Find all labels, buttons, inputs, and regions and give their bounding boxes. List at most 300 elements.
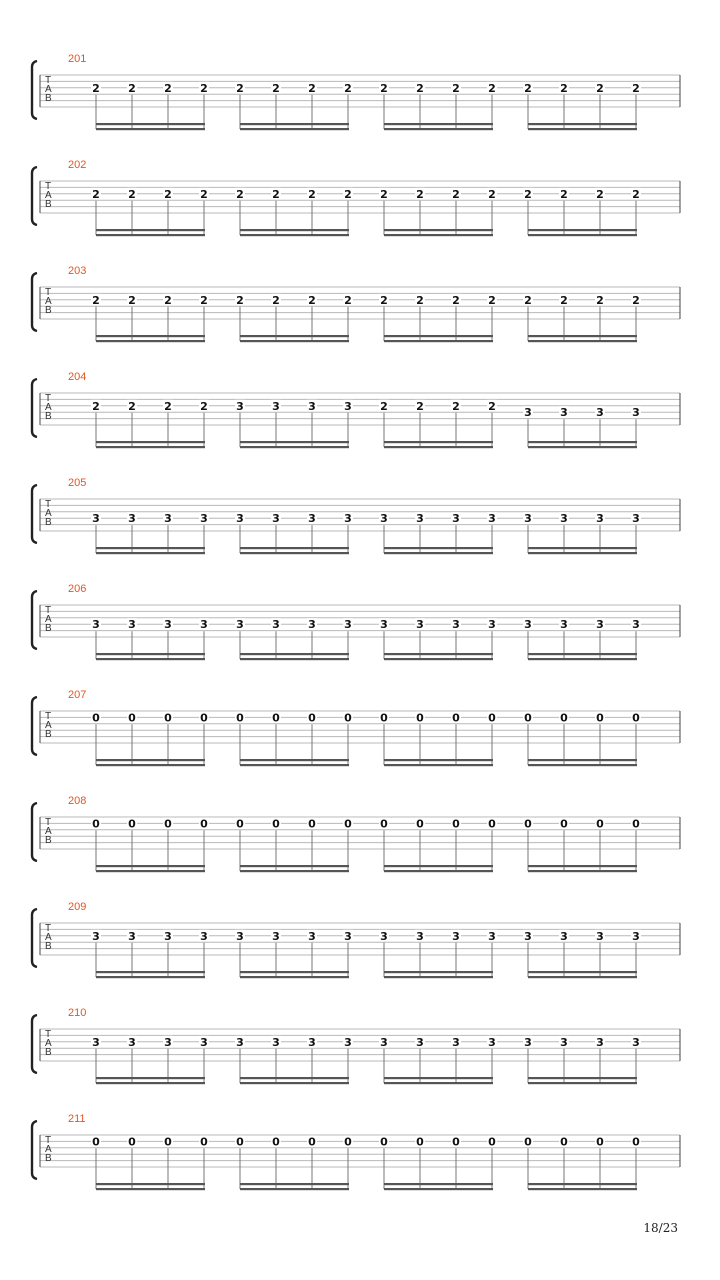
- tab-system: [32, 1113, 680, 1190]
- fret-number: 3: [452, 512, 460, 526]
- tab-clef-letter: B: [45, 835, 52, 846]
- fret-number: 2: [92, 399, 100, 413]
- fret-number: 0: [308, 1135, 316, 1149]
- tab-clef-letter: A: [45, 190, 52, 201]
- measure-number: 201: [68, 53, 87, 65]
- fret-number: 3: [308, 929, 316, 943]
- tab-clef-letter: T: [45, 499, 52, 510]
- beam-secondary: [240, 128, 349, 130]
- fret-number: 3: [560, 618, 568, 632]
- beam-secondary: [528, 976, 637, 978]
- fret-number: 3: [560, 512, 568, 526]
- fret-number: 2: [164, 293, 172, 307]
- fret-number: 2: [272, 187, 280, 201]
- tab-clef-letter: T: [45, 817, 52, 828]
- fret-number: 2: [416, 187, 424, 201]
- fret-number: 3: [308, 618, 316, 632]
- fret-number: 3: [596, 618, 604, 632]
- beam-primary: [240, 441, 349, 443]
- fret-number: 2: [632, 293, 640, 307]
- fret-number: 0: [596, 1135, 604, 1149]
- fret-number: 3: [452, 1035, 460, 1049]
- fret-number: 0: [272, 817, 280, 831]
- fret-number: 0: [560, 1135, 568, 1149]
- beam-secondary: [96, 1188, 205, 1190]
- beam-secondary: [384, 234, 493, 236]
- fret-number: 3: [524, 929, 532, 943]
- tab-clef-letter: A: [45, 1038, 52, 1049]
- system-bracket: [32, 61, 37, 119]
- tab-clef-letter: T: [45, 1029, 52, 1040]
- beam-primary: [384, 123, 493, 125]
- fret-number: 2: [560, 187, 568, 201]
- beam-secondary: [240, 552, 349, 554]
- fret-number: 0: [128, 817, 136, 831]
- fret-number: 0: [380, 1135, 388, 1149]
- beam-secondary: [384, 1082, 493, 1084]
- fret-number: 0: [200, 711, 208, 725]
- tab-clef-letter: T: [45, 923, 52, 934]
- fret-number: 3: [308, 399, 316, 413]
- fret-number: 3: [380, 929, 388, 943]
- measure-number: 206: [68, 583, 87, 595]
- beam-secondary: [528, 128, 637, 130]
- fret-number: 3: [272, 512, 280, 526]
- beam-primary: [384, 547, 493, 549]
- fret-number: 3: [380, 1035, 388, 1049]
- tab-system: [32, 689, 680, 766]
- beam-secondary: [96, 976, 205, 978]
- beam-primary: [528, 547, 637, 549]
- beam-primary: [384, 759, 493, 761]
- fret-number: 2: [380, 187, 388, 201]
- fret-number: 2: [200, 81, 208, 95]
- tab-system: [32, 53, 680, 130]
- beam-primary: [240, 1077, 349, 1079]
- tab-system: [32, 477, 680, 554]
- fret-number: 2: [344, 81, 352, 95]
- fret-number: 2: [200, 293, 208, 307]
- fret-number: 2: [380, 399, 388, 413]
- fret-number: 3: [200, 1035, 208, 1049]
- fret-number: 3: [164, 1035, 172, 1049]
- fret-number: 3: [128, 512, 136, 526]
- fret-number: 3: [164, 512, 172, 526]
- fret-number: 2: [488, 187, 496, 201]
- beam-secondary: [240, 870, 349, 872]
- fret-number: 3: [560, 1035, 568, 1049]
- tab-system: [32, 159, 680, 236]
- beam-primary: [96, 547, 205, 549]
- fret-number: 0: [416, 1135, 424, 1149]
- fret-number: 0: [488, 1135, 496, 1149]
- tab-clef-letter: A: [45, 402, 52, 413]
- fret-number: 2: [524, 81, 532, 95]
- fret-number: 0: [272, 711, 280, 725]
- fret-number: 2: [488, 293, 496, 307]
- beam-secondary: [384, 658, 493, 660]
- system-bracket: [32, 379, 37, 437]
- fret-number: 3: [452, 929, 460, 943]
- fret-number: 2: [632, 187, 640, 201]
- measure-number: 207: [68, 689, 87, 701]
- fret-number: 2: [308, 187, 316, 201]
- fret-number: 0: [632, 1135, 640, 1149]
- beam-secondary: [528, 234, 637, 236]
- tab-system: [32, 795, 680, 872]
- fret-number: 3: [236, 512, 244, 526]
- beam-primary: [384, 971, 493, 973]
- tab-clef-letter: A: [45, 826, 52, 837]
- fret-number: 3: [596, 406, 604, 420]
- beam-primary: [528, 759, 637, 761]
- fret-number: 3: [200, 512, 208, 526]
- beam-primary: [528, 441, 637, 443]
- beam-secondary: [96, 552, 205, 554]
- beam-secondary: [384, 870, 493, 872]
- beam-primary: [240, 229, 349, 231]
- fret-number: 2: [344, 187, 352, 201]
- fret-number: 3: [92, 512, 100, 526]
- tab-clef-letter: B: [45, 1047, 52, 1058]
- fret-number: 2: [128, 293, 136, 307]
- beam-primary: [528, 229, 637, 231]
- fret-number: 0: [164, 711, 172, 725]
- fret-number: 2: [596, 293, 604, 307]
- beam-primary: [528, 1077, 637, 1079]
- fret-number: 0: [452, 711, 460, 725]
- system-bracket: [32, 167, 37, 225]
- fret-number: 0: [596, 711, 604, 725]
- fret-number: 2: [128, 187, 136, 201]
- tab-clef-letter: T: [45, 181, 52, 192]
- beam-primary: [384, 1183, 493, 1185]
- fret-number: 2: [344, 293, 352, 307]
- beam-secondary: [384, 340, 493, 342]
- measure-number: 203: [68, 265, 87, 277]
- fret-number: 0: [416, 817, 424, 831]
- fret-number: 0: [632, 711, 640, 725]
- fret-number: 2: [380, 293, 388, 307]
- fret-number: 0: [236, 1135, 244, 1149]
- beam-primary: [528, 865, 637, 867]
- beam-primary: [528, 1183, 637, 1185]
- beam-secondary: [528, 1082, 637, 1084]
- beam-primary: [240, 547, 349, 549]
- fret-number: 3: [632, 512, 640, 526]
- tab-clef-letter: B: [45, 199, 52, 210]
- fret-number: 2: [128, 81, 136, 95]
- fret-number: 2: [92, 81, 100, 95]
- fret-number: 3: [200, 929, 208, 943]
- tab-clef-letter: B: [45, 623, 52, 634]
- fret-number: 3: [416, 929, 424, 943]
- beam-primary: [96, 335, 205, 337]
- fret-number: 3: [416, 1035, 424, 1049]
- fret-number: 3: [272, 618, 280, 632]
- measure-number: 205: [68, 477, 87, 489]
- tab-clef-letter: B: [45, 305, 52, 316]
- fret-number: 0: [236, 817, 244, 831]
- fret-number: 3: [128, 929, 136, 943]
- fret-number: 0: [452, 1135, 460, 1149]
- beam-secondary: [96, 870, 205, 872]
- tab-clef-letter: A: [45, 720, 52, 731]
- beam-primary: [240, 123, 349, 125]
- fret-number: 0: [380, 711, 388, 725]
- fret-number: 2: [236, 293, 244, 307]
- tab-clef-letter: B: [45, 93, 52, 104]
- fret-number: 3: [488, 618, 496, 632]
- fret-number: 3: [416, 512, 424, 526]
- beam-secondary: [96, 764, 205, 766]
- tab-clef-letter: B: [45, 941, 52, 952]
- fret-number: 2: [164, 399, 172, 413]
- fret-number: 0: [92, 1135, 100, 1149]
- fret-number: 2: [128, 399, 136, 413]
- beam-primary: [96, 441, 205, 443]
- beam-secondary: [384, 976, 493, 978]
- fret-number: 3: [632, 406, 640, 420]
- fret-number: 3: [524, 512, 532, 526]
- fret-number: 0: [92, 711, 100, 725]
- fret-number: 0: [308, 711, 316, 725]
- fret-number: 2: [560, 293, 568, 307]
- measure-number: 210: [68, 1007, 87, 1019]
- beam-secondary: [384, 446, 493, 448]
- tab-clef-letter: A: [45, 508, 52, 519]
- measure-number: 204: [68, 371, 87, 383]
- fret-number: 3: [344, 1035, 352, 1049]
- beam-primary: [96, 123, 205, 125]
- fret-number: 3: [344, 399, 352, 413]
- beam-primary: [240, 1183, 349, 1185]
- beam-secondary: [528, 1188, 637, 1190]
- beam-secondary: [96, 128, 205, 130]
- fret-number: 0: [416, 711, 424, 725]
- fret-number: 3: [164, 929, 172, 943]
- beam-secondary: [96, 1082, 205, 1084]
- beam-primary: [96, 229, 205, 231]
- fret-number: 3: [632, 618, 640, 632]
- fret-number: 0: [344, 1135, 352, 1149]
- fret-number: 3: [524, 618, 532, 632]
- beam-secondary: [240, 1188, 349, 1190]
- beam-primary: [384, 1077, 493, 1079]
- beam-primary: [96, 971, 205, 973]
- beam-secondary: [384, 128, 493, 130]
- beam-secondary: [240, 658, 349, 660]
- fret-number: 3: [308, 1035, 316, 1049]
- fret-number: 3: [344, 929, 352, 943]
- fret-number: 3: [272, 399, 280, 413]
- fret-number: 2: [92, 293, 100, 307]
- fret-number: 3: [164, 618, 172, 632]
- fret-number: 0: [452, 817, 460, 831]
- fret-number: 3: [128, 1035, 136, 1049]
- fret-number: 3: [560, 929, 568, 943]
- fret-number: 3: [488, 929, 496, 943]
- tab-system: [32, 265, 680, 342]
- beam-secondary: [96, 446, 205, 448]
- beam-primary: [528, 971, 637, 973]
- tab-system: [32, 583, 680, 660]
- tab-clef-letter: B: [45, 729, 52, 740]
- measure-number: 209: [68, 901, 87, 913]
- beam-secondary: [240, 446, 349, 448]
- fret-number: 3: [236, 618, 244, 632]
- tab-clef-letter: T: [45, 393, 52, 404]
- fret-number: 2: [272, 293, 280, 307]
- fret-number: 3: [200, 618, 208, 632]
- beam-secondary: [528, 340, 637, 342]
- fret-number: 2: [488, 399, 496, 413]
- fret-number: 0: [560, 711, 568, 725]
- fret-number: 3: [92, 618, 100, 632]
- fret-number: 3: [236, 399, 244, 413]
- fret-number: 0: [164, 1135, 172, 1149]
- beam-secondary: [384, 764, 493, 766]
- fret-number: 2: [596, 81, 604, 95]
- tab-system: [32, 371, 680, 448]
- system-bracket: [32, 273, 37, 331]
- fret-number: 2: [236, 187, 244, 201]
- fret-number: 0: [308, 817, 316, 831]
- fret-number: 2: [452, 399, 460, 413]
- fret-number: 0: [92, 817, 100, 831]
- beam-secondary: [240, 1082, 349, 1084]
- beam-secondary: [240, 340, 349, 342]
- beam-primary: [96, 865, 205, 867]
- fret-number: 0: [128, 711, 136, 725]
- system-bracket: [32, 909, 37, 967]
- fret-number: 2: [272, 81, 280, 95]
- tab-clef-letter: B: [45, 1153, 52, 1164]
- fret-number: 0: [380, 817, 388, 831]
- fret-number: 2: [92, 187, 100, 201]
- beam-secondary: [528, 446, 637, 448]
- fret-number: 3: [632, 929, 640, 943]
- tab-clef-letter: T: [45, 1135, 52, 1146]
- tab-system: [32, 1007, 680, 1084]
- fret-number: 0: [560, 817, 568, 831]
- system-bracket: [32, 803, 37, 861]
- fret-number: 2: [452, 187, 460, 201]
- fret-number: 3: [632, 1035, 640, 1049]
- system-bracket: [32, 697, 37, 755]
- beam-primary: [528, 335, 637, 337]
- beam-primary: [240, 335, 349, 337]
- fret-number: 0: [344, 817, 352, 831]
- fret-number: 3: [92, 929, 100, 943]
- beam-primary: [96, 1077, 205, 1079]
- fret-number: 3: [344, 618, 352, 632]
- beam-secondary: [528, 552, 637, 554]
- fret-number: 3: [596, 929, 604, 943]
- system-bracket: [32, 485, 37, 543]
- fret-number: 3: [272, 929, 280, 943]
- tab-clef-letter: B: [45, 517, 52, 528]
- fret-number: 2: [416, 81, 424, 95]
- fret-number: 0: [524, 711, 532, 725]
- beam-primary: [96, 759, 205, 761]
- beam-primary: [240, 759, 349, 761]
- tab-clef-letter: T: [45, 605, 52, 616]
- fret-number: 2: [308, 81, 316, 95]
- fret-number: 2: [236, 81, 244, 95]
- tab-clef-letter: A: [45, 614, 52, 625]
- fret-number: 0: [524, 817, 532, 831]
- beam-primary: [240, 971, 349, 973]
- beam-secondary: [528, 764, 637, 766]
- beam-secondary: [384, 552, 493, 554]
- beam-secondary: [528, 658, 637, 660]
- tab-clef-letter: A: [45, 296, 52, 307]
- beam-secondary: [96, 658, 205, 660]
- fret-number: 2: [632, 81, 640, 95]
- fret-number: 2: [164, 187, 172, 201]
- beam-secondary: [96, 340, 205, 342]
- fret-number: 3: [308, 512, 316, 526]
- beam-primary: [528, 653, 637, 655]
- tab-clef-letter: T: [45, 75, 52, 86]
- fret-number: 2: [524, 187, 532, 201]
- beam-secondary: [240, 764, 349, 766]
- fret-number: 2: [308, 293, 316, 307]
- fret-number: 3: [128, 618, 136, 632]
- beam-primary: [384, 229, 493, 231]
- fret-number: 3: [272, 1035, 280, 1049]
- tab-clef-letter: A: [45, 84, 52, 95]
- fret-number: 3: [344, 512, 352, 526]
- tab-clef-letter: T: [45, 287, 52, 298]
- fret-number: 3: [380, 512, 388, 526]
- fret-number: 2: [164, 81, 172, 95]
- measure-number: 208: [68, 795, 87, 807]
- fret-number: 2: [596, 187, 604, 201]
- measure-number: 202: [68, 159, 87, 171]
- beam-primary: [384, 441, 493, 443]
- fret-number: 2: [452, 81, 460, 95]
- fret-number: 3: [380, 618, 388, 632]
- beam-primary: [96, 1183, 205, 1185]
- fret-number: 2: [200, 399, 208, 413]
- fret-number: 3: [524, 406, 532, 420]
- tab-clef-letter: A: [45, 1144, 52, 1155]
- fret-number: 0: [236, 711, 244, 725]
- fret-number: 3: [236, 1035, 244, 1049]
- fret-number: 2: [488, 81, 496, 95]
- fret-number: 3: [236, 929, 244, 943]
- system-bracket: [32, 591, 37, 649]
- fret-number: 2: [416, 399, 424, 413]
- page-number: 18/23: [643, 1221, 678, 1235]
- beam-secondary: [240, 234, 349, 236]
- beam-primary: [528, 123, 637, 125]
- fret-number: 0: [632, 817, 640, 831]
- beam-primary: [96, 653, 205, 655]
- beam-secondary: [96, 234, 205, 236]
- fret-number: 2: [380, 81, 388, 95]
- fret-number: 3: [524, 1035, 532, 1049]
- fret-number: 3: [92, 1035, 100, 1049]
- beam-primary: [384, 653, 493, 655]
- fret-number: 0: [488, 711, 496, 725]
- beam-secondary: [240, 976, 349, 978]
- fret-number: 0: [488, 817, 496, 831]
- fret-number: 2: [200, 187, 208, 201]
- tab-clef-letter: A: [45, 932, 52, 943]
